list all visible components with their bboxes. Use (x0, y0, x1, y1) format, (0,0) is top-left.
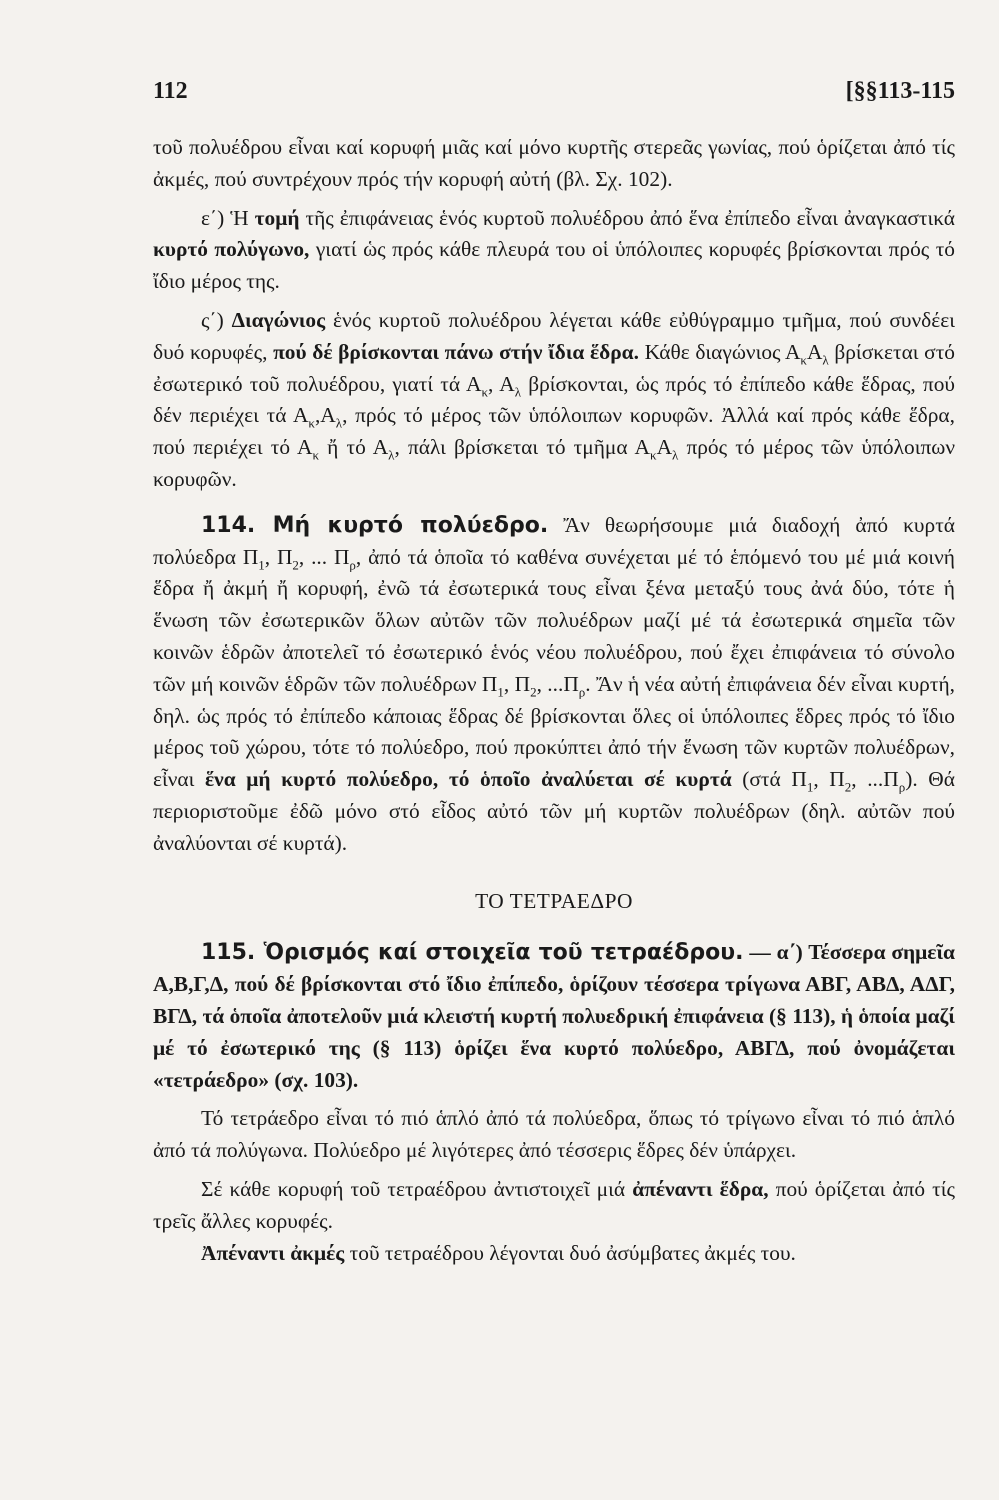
page-header (153, 78, 955, 112)
section-115 (153, 937, 955, 1096)
text: , ... Π (298, 544, 350, 569)
text: , Α (488, 371, 515, 396)
subscript: λ (672, 447, 679, 463)
subscript: ρ (578, 684, 586, 700)
text: Ἄν θεωρήσουμε μιά διαδοχή ἀπό κυρτά πολύεδρα Π (153, 512, 955, 569)
text: , Π (813, 767, 845, 792)
section-title-114: 114. Μή κυρτό πολύεδρο. (201, 512, 549, 538)
term-apenanti-edra: ἀπέναντι ἕδρα, (632, 1176, 769, 1201)
text: ,Α (314, 403, 336, 428)
term-apenanti-akmes: Ἀπέναντι ἀκμές (201, 1240, 345, 1265)
paragraph-st (153, 305, 955, 496)
text: , ...Π (851, 767, 899, 792)
chapter-heading: ΤΟ ΤΕΤΡΑΕΔΡΟ (475, 888, 633, 913)
subscript: 2 (292, 556, 299, 572)
subscript: κ (800, 352, 807, 368)
paragraph-e (153, 203, 955, 298)
text: Κάθε διαγώνιος Α (638, 339, 801, 364)
subscript: κ (308, 415, 315, 431)
subscript: λ (514, 383, 522, 399)
text: βρίσκεται στό ἐσωτερικό τοῦ πολυέδρου, γιατί τά Α (153, 339, 956, 396)
subscript: 1 (497, 684, 504, 700)
term-definition: πού δέ βρίσκονται πάνω στήν ἴδια ἕδρα. (273, 339, 639, 364)
text: ς΄) (201, 307, 232, 332)
subscript: λ (822, 352, 829, 368)
paragraph-opposite-edges (153, 1238, 955, 1270)
text: ἑνός κυρτοῦ πολυέδρου λέγεται κάθε εὐθύγραμμο τμῆμα, πού συνδέει δυό κορυφές, (153, 307, 955, 364)
text: , ἀπό τά ὁποῖα τό καθένα συνέχεται μέ τό ἑπόμενό του μέ μιά κοινή ἕδρα ἤ ἀκμή ἤ κορυφή, ἐνῶ τά ἐσωτερικά τους εἶναι ξένα μεταξύ τους ἀνά δύο, τότε ἡ ἕνωση τῶν ἐσωτερικῶν ὅλων αὐτῶν τῶν πολυέδρων μαζί μέ τά ἐσωτερικά σημεῖα τῶν κοινῶν ἑδρῶν ἀποτελεῖ τό ἐσωτερικό ἑνός νέου πολυέδρου, πού ἔχει ἐπιφάνεια τό σύνολο τῶν μή κοινῶν ἑδρῶν τῶν πολυέδρων Π (153, 544, 955, 696)
text: πρός τό μέρος τῶν ὑπόλοιπων κορυφῶν. (153, 435, 955, 491)
subscript: λ (388, 447, 395, 463)
text: , πάλι βρίσκεται τό τμῆμα Α (394, 435, 650, 460)
text: γιατί ὡς πρός κάθε πλευρά του οἱ ὑπόλοιπες κορυφές βρίσκονται πρός τό ἴδιο μέρος της. (153, 237, 955, 294)
text: (στά Π (731, 767, 807, 792)
subscript: 1 (806, 779, 814, 795)
text: ε΄) Ἡ (201, 205, 255, 230)
definition-tetraedro: — α΄) Τέσσερα σημεῖα Α,Β,Γ,Δ, πού δέ βρίσκονται στό ἴδιο ἐπίπεδο, ὁρίζουν τέσσερα τρίγωνα ΑΒΓ, ΑΒΔ, ΑΔΓ, ΒΓΔ, τά ὁποῖα ἀποτελοῦν μιά κλειστή κυρτή πολυεδρική ἐπιφάνεια (§ 113), ἡ ὁποία μαζί μέ τό ἐσωτερικό της (§ 113) ὁρίζει ἕνα κυρτό πολύεδρο, ΑΒΓΔ, πού ὀνομάζεται «τετράεδρο» (σχ. 103). (153, 940, 955, 1092)
text: Α (806, 339, 823, 364)
section-reference: [§§113-115 (845, 78, 955, 104)
text: πού ὁρίζεται ἀπό τίς τρεῖς ἄλλες κορυφές. (153, 1176, 955, 1233)
text: τῆς ἐπιφάνειας ἑνός κυρτοῦ πολυέδρου ἀπό ἕνα ἐπίπεδο εἶναι ἀναγκαστικά (299, 205, 955, 230)
page-body (153, 132, 955, 1269)
text: Α (656, 435, 673, 460)
text: ). Θά περιοριστοῦμε ἐδῶ μόνο στό εἶδος αὐτό τῶν μή κυρτῶν πολυέδρων (δηλ. αὐτῶν πού ἀναλύονται σέ κυρτά). (153, 767, 955, 855)
subscript: κ (481, 383, 488, 399)
subscript: κ (650, 447, 657, 463)
text: . Ἄν ἡ νέα αὐτή ἐπιφάνεια δέν εἶναι κυρτή, δηλ. ὡς πρός τό ἐπίπεδο κάποιας ἕδρας δέ βρίσκονται ὅλες οἱ ὑπόλοιπες ἕδρες πρός τό ἴδιο μέρος τοῦ χώρου, τότε τό πολύεδρο, πού προκύπτει ἀπό τήν ἕνωση τῶν κυρτῶν πολυέδρων, εἶναι (153, 671, 955, 792)
section-title-115: 115. Ὁρισμός καί στοιχεῖα τοῦ τετραέδρου. (201, 940, 744, 966)
subscript: κ (312, 447, 320, 463)
term-diagonios: Διαγώνιος (231, 307, 326, 332)
term-tomi: τομή (254, 205, 300, 230)
subscript: 1 (258, 556, 265, 572)
text: , ...Π (536, 671, 579, 696)
subscript: 2 (844, 779, 852, 795)
paragraph-simplest: Τό τετράεδρο εἶναι τό πιό ἁπλό ἀπό τά πολύεδρα, ὅπως τό τρίγωνο εἶναι τό πιό ἁπλό ἀπό τά πολύγωνα. Πολύεδρο μέ λιγότερες ἀπό τέσσερις ἕδρες δέν ὑπάρχει. (153, 1106, 955, 1163)
subscript: ρ (349, 556, 356, 572)
text: ἤ τό Α (319, 435, 389, 460)
text: , Π (503, 671, 531, 696)
paragraph-continuation: τοῦ πολυέδρου εἶναι καί κορυφή μιᾶς καί μόνο κυρτῆς στερεᾶς γωνίας, πού ὁρίζεται ἀπό τίς ἀκμές, πού συντρέχουν πρός τήν κορυφή αὐτή (βλ. Σχ. 102). (153, 135, 955, 191)
page-number: 112 (153, 78, 188, 104)
paragraph-opposite-face (153, 1174, 955, 1238)
subscript: ρ (898, 779, 906, 795)
subscript: λ (335, 415, 343, 431)
text: , πρός τό μέρος τῶν ὑπόλοιπων κορυφῶν. Ἀλλά καί πρός κάθε ἕδρα, πού περιέχει τό Α (153, 403, 955, 460)
term-mi-kyrto: ἕνα μή κυρτό πολύεδρο, τό ὁποῖο ἀναλύεται σέ κυρτά (205, 767, 732, 792)
text: , Π (264, 544, 293, 569)
text: βρίσκονται, ὡς πρός τό ἐπίπεδο κάθε ἕδρας, πού δέν περιέχει τά Α (153, 371, 955, 428)
term-kyrto-polygono: κυρτό πολύγωνο, (153, 237, 310, 262)
section-114 (153, 510, 955, 860)
text: τοῦ τετραέδρου λέγονται δυό ἀσύμβατες ἀκμές του. (344, 1240, 796, 1265)
subscript: 2 (530, 684, 537, 700)
text: Σέ κάθε κορυφή τοῦ τετραέδρου ἀντιστοιχεῖ μιά (201, 1176, 633, 1201)
